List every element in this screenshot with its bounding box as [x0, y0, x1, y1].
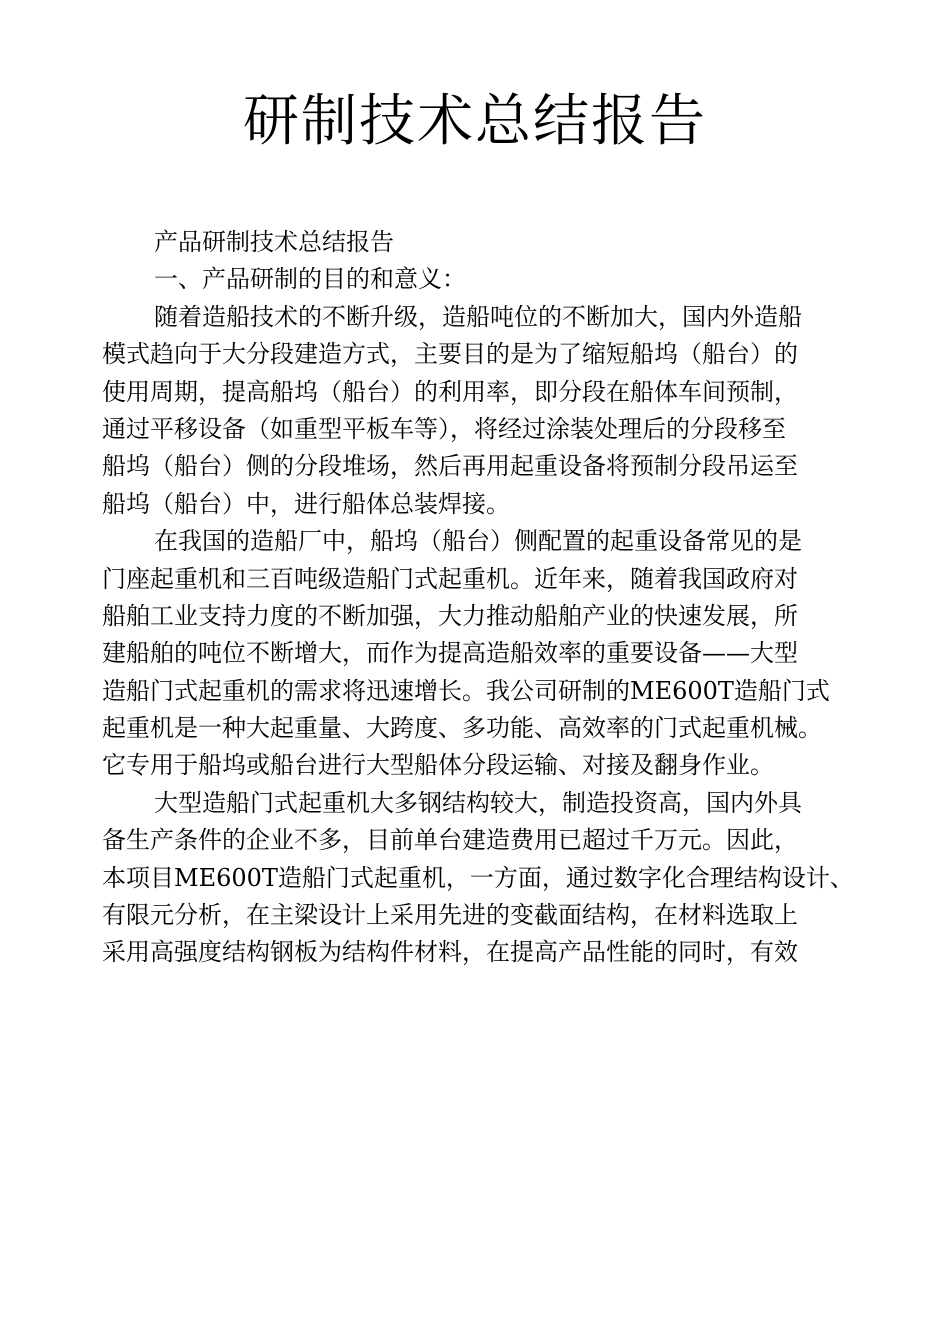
text-line: 大型造船门式起重机大多钢结构较大，制造投资高，国内外具 [154, 788, 802, 817]
text-line: 备生产条件的企业不多，目前单台建造费用已超过千万元。因此， [102, 826, 798, 855]
text-line: 建船舶的吨位不断增大，而作为提高造船效率的重要设备——大型 [102, 639, 798, 668]
text-line: 采用高强度结构钢板为结构件材料，在提高产品性能的同时，有效 [102, 938, 798, 967]
text-line: 它专用于船坞或船台进行大型船体分段运输、对接及翻身作业。 [102, 751, 774, 780]
text-line: 船坞（船台）中，进行船体总装焊接。 [102, 489, 510, 518]
text-line: 造船门式起重机的需求将迅速增长。我公司研制的ME600T造船门式 [102, 676, 830, 705]
text-line: 使用周期，提高船坞（船台）的利用率，即分段在船体车间预制， [102, 377, 798, 406]
text-line: 通过平移设备（如重型平板车等），将经过涂装处理后的分段移至 [102, 414, 786, 443]
text-line: 产品研制技术总结报告 [154, 228, 394, 256]
text-line: 门座起重机和三百吨级造船门式起重机。近年来，随着我国政府对 [102, 564, 798, 593]
text-line: 在我国的造船厂中，船坞（船台）侧配置的起重设备常见的是 [154, 527, 802, 556]
text-line: 一、产品研制的目的和意义： [154, 265, 466, 294]
text-line: 船舶工业支持力度的不断加强，大力推动船舶产业的快速发展，所 [102, 601, 798, 630]
document-title: 研制技术总结报告 [243, 89, 707, 154]
text-line: 起重机是一种大起重量、大跨度、多功能、高效率的门式起重机械。 [102, 714, 822, 743]
document-body [102, 224, 872, 972]
text-line: 有限元分析，在主梁设计上采用先进的变截面结构，在材料选取上 [102, 901, 798, 930]
text-line: 模式趋向于大分段建造方式，主要目的是为了缩短船坞（船台）的 [102, 340, 798, 369]
text-line: 随着造船技术的不断升级，造船吨位的不断加大，国内外造船 [154, 302, 802, 331]
text-line: 本项目ME600T造船门式起重机，一方面，通过数字化合理结构设计、 [102, 863, 854, 892]
text-line: 船坞（船台）侧的分段堆场，然后再用起重设备将预制分段吊运至 [102, 452, 798, 481]
